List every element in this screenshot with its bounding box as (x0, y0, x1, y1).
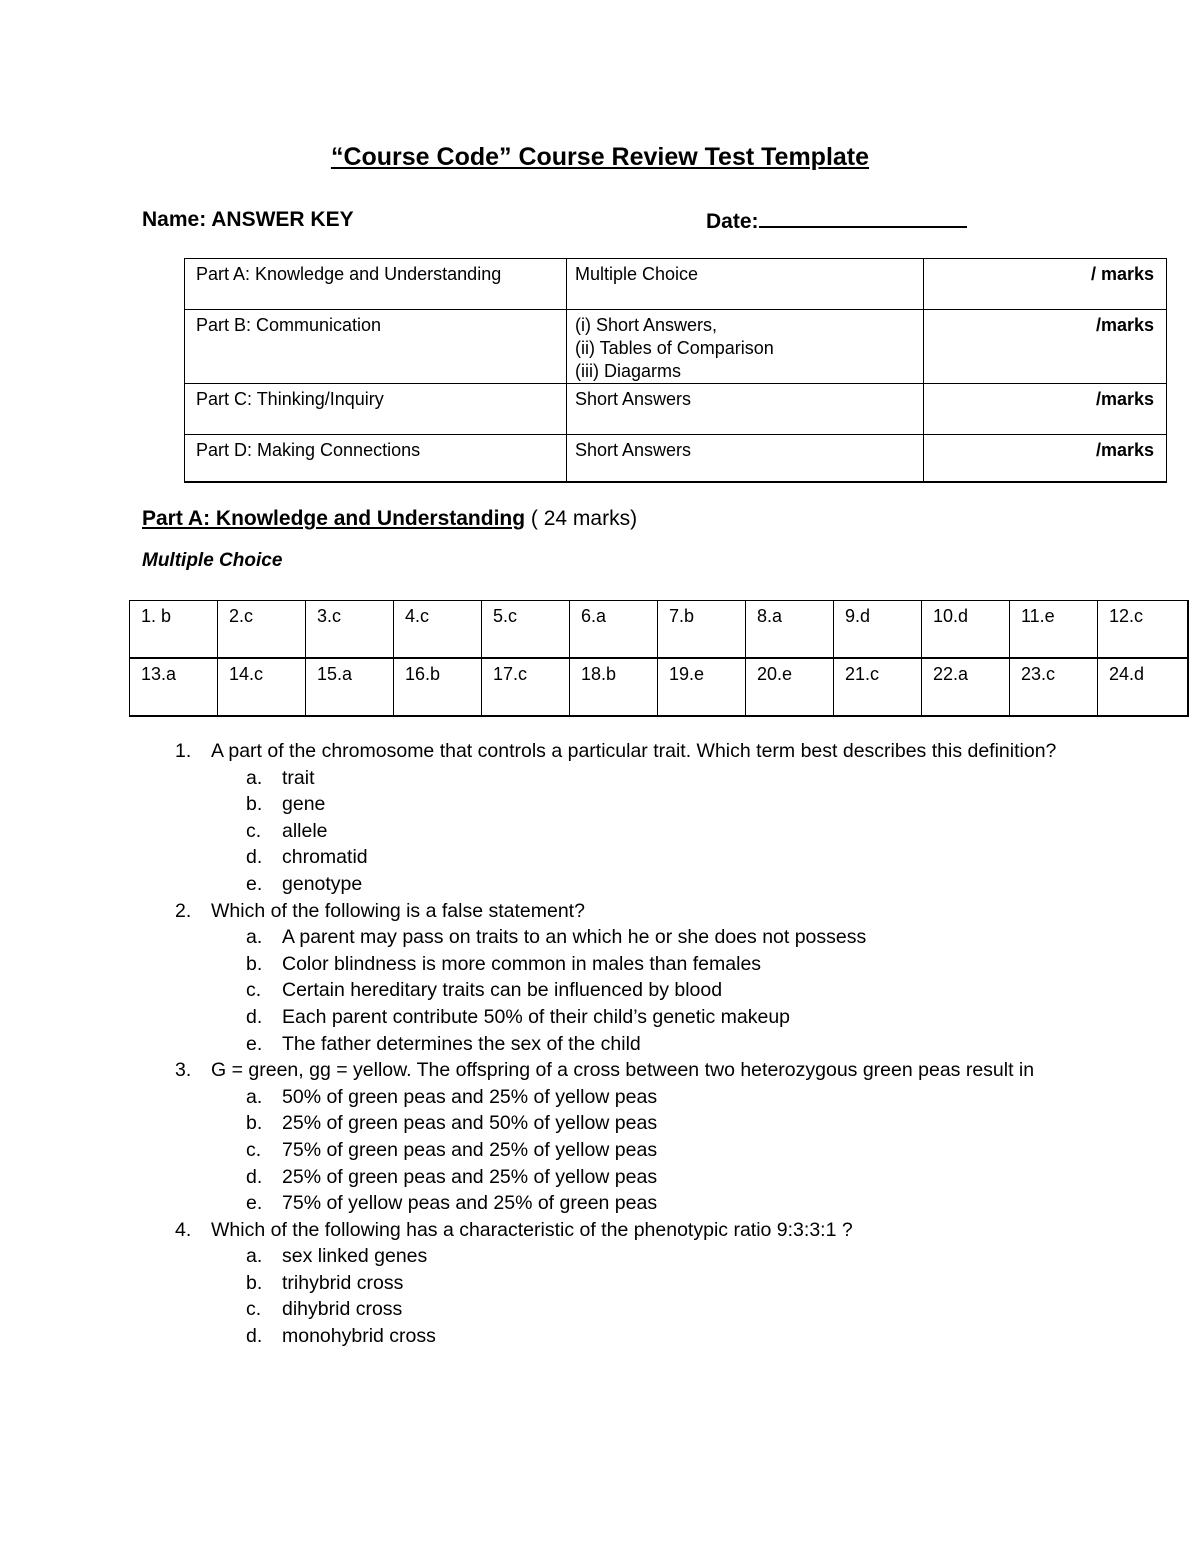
summary-type-line: Short Answers (575, 389, 692, 409)
summary-row (185, 259, 1167, 310)
answer-row (130, 658, 1189, 716)
answer-option (246, 818, 1075, 845)
answer-option (246, 977, 1075, 1004)
summary-part-cell: Part A: Knowledge and Understanding (185, 259, 567, 310)
part-a-marks: ( 24 marks) (525, 507, 638, 530)
summary-type-cell (567, 310, 924, 384)
summary-part-cell: Part D: Making Connections (185, 435, 567, 483)
option-letter: c. (246, 1138, 262, 1161)
summary-marks-cell: /marks (924, 435, 1167, 483)
option-letter: b. (246, 1112, 263, 1135)
option-letter: b. (246, 793, 263, 816)
option-letter: c. (246, 979, 262, 1002)
answer-option (246, 1164, 1075, 1191)
option-text: allele (282, 819, 328, 842)
answer-option (246, 1084, 1075, 1111)
summary-part-cell: Part B: Communication (185, 310, 567, 384)
option-letter: c. (246, 1298, 262, 1321)
option-letter: b. (246, 952, 263, 975)
date-label: Date: (706, 210, 759, 233)
option-letter: e. (246, 1192, 263, 1215)
question-number: 1. (175, 740, 192, 762)
answer-cell: 11.e (1010, 601, 1098, 659)
option-text: Certain hereditary traits can be influenced by blood (282, 979, 723, 1002)
option-text: gene (282, 793, 326, 816)
question-item (175, 738, 1075, 898)
answer-key-table (129, 600, 1189, 717)
option-letter: e. (246, 1032, 263, 1055)
date-field (706, 208, 967, 234)
name-label: Name: ANSWER KEY (142, 208, 354, 231)
option-text: trait (282, 766, 315, 789)
question-item (175, 1217, 1075, 1350)
answer-option (246, 765, 1075, 792)
option-text: genotype (282, 872, 363, 895)
answer-cell: 24.d (1098, 658, 1189, 716)
answer-cell: 22.a (922, 658, 1010, 716)
answer-option (246, 924, 1075, 951)
question-number: 2. (175, 899, 192, 922)
option-letter: e. (246, 872, 263, 895)
answer-cell: 4.c (394, 601, 482, 659)
question-text: G = green, gg = yellow. The offspring of a cross between two heterozygous green peas result in (211, 1059, 1035, 1082)
answer-cell: 7.b (658, 601, 746, 659)
answer-cell: 20.e (746, 658, 834, 716)
question-list (175, 738, 1075, 1350)
summary-type-line: (ii) Tables of Comparison (575, 338, 774, 358)
answer-cell: 15.a (306, 658, 394, 716)
summary-type-cell (567, 259, 924, 310)
option-text: 25% of green peas and 25% of yellow peas (282, 1165, 658, 1188)
summary-type-cell (567, 384, 924, 435)
summary-type-line: Short Answers (575, 440, 692, 460)
question-item (175, 898, 1075, 1058)
date-blank-line (759, 208, 967, 228)
multiple-choice-subheading: Multiple Choice (142, 550, 283, 571)
summary-part-cell: Part C: Thinking/Inquiry (185, 384, 567, 435)
option-text: 75% of yellow peas and 25% of green peas (282, 1192, 658, 1215)
answer-cell: 5.c (482, 601, 570, 659)
answer-option (246, 871, 1075, 898)
summary-marks-cell: / marks (924, 259, 1167, 310)
answer-option (246, 1190, 1075, 1217)
summary-type-cell (567, 435, 924, 483)
answer-option (246, 1110, 1075, 1137)
option-text: Each parent contribute 50% of their child’s genetic makeup (282, 1005, 791, 1028)
answer-cell: 9.d (834, 601, 922, 659)
answer-cell: 12.c (1098, 601, 1189, 659)
option-text: 75% of green peas and 25% of yellow peas (282, 1138, 658, 1161)
summary-type-line: (i) Short Answers, (575, 315, 718, 335)
answer-cell: 8.a (746, 601, 834, 659)
answer-cell: 3.c (306, 601, 394, 659)
option-text: The father determines the sex of the child (282, 1032, 641, 1055)
summary-marks-cell: /marks (924, 384, 1167, 435)
answer-option (246, 951, 1075, 978)
question-line (175, 1057, 1075, 1084)
option-letter: d. (246, 846, 263, 869)
option-text: dihybrid cross (282, 1298, 403, 1321)
answer-cell: 10.d (922, 601, 1010, 659)
option-letter: a. (246, 766, 263, 789)
option-text: trihybrid cross (282, 1271, 404, 1294)
part-a-heading-line (142, 507, 637, 531)
answer-option (246, 1243, 1075, 1270)
answer-option (246, 791, 1075, 818)
option-letter: b. (246, 1271, 263, 1294)
question-text: Which of the following is a false statement? (211, 899, 585, 922)
answer-cell: 2.c (218, 601, 306, 659)
marks-summary-table (184, 258, 1167, 483)
answer-option (246, 844, 1075, 871)
part-a-heading: Part A: Knowledge and Understanding (142, 507, 526, 530)
answer-row (130, 601, 1189, 659)
answer-cell: 16.b (394, 658, 482, 716)
answer-option (246, 1296, 1075, 1323)
question-number: 4. (175, 1218, 192, 1241)
option-text: 25% of green peas and 50% of yellow peas (282, 1112, 658, 1135)
question-line (175, 898, 1075, 925)
option-letter: d. (246, 1165, 263, 1188)
answer-option (246, 1004, 1075, 1031)
summary-type-line: Multiple Choice (575, 264, 699, 284)
answer-cell: 23.c (1010, 658, 1098, 716)
question-line (175, 1217, 1075, 1244)
answer-option (246, 1137, 1075, 1164)
option-text: chromatid (282, 846, 368, 869)
option-text: 50% of green peas and 25% of yellow peas (282, 1085, 658, 1108)
option-letter: a. (246, 1085, 263, 1108)
option-text: sex linked genes (282, 1245, 428, 1268)
answer-cell: 6.a (570, 601, 658, 659)
answer-option (246, 1270, 1075, 1297)
answer-cell: 18.b (570, 658, 658, 716)
answer-cell: 13.a (130, 658, 218, 716)
option-text: A parent may pass on traits to an which he or she does not possess (282, 926, 867, 949)
option-text: monohybrid cross (282, 1325, 436, 1348)
question-text: Which of the following has a characteristic of the phenotypic ratio 9:3:3:1 ? (211, 1218, 853, 1241)
summary-row (185, 310, 1167, 384)
page-title: “Course Code” Course Review Test Template (330, 143, 870, 171)
option-letter: d. (246, 1005, 263, 1028)
option-letter: a. (246, 1245, 263, 1268)
summary-marks-cell: /marks (924, 310, 1167, 384)
summary-type-line: (iii) Diagarms (575, 361, 682, 381)
summary-row (185, 435, 1167, 483)
option-letter: a. (246, 926, 263, 949)
answer-cell: 19.e (658, 658, 746, 716)
question-number: 3. (175, 1059, 192, 1082)
summary-row (185, 384, 1167, 435)
option-text: Color blindness is more common in males than females (282, 952, 762, 975)
question-line (175, 738, 1075, 765)
question-text: A part of the chromosome that controls a particular trait. Which term best describes this definition? (211, 740, 1057, 762)
answer-cell: 1. b (130, 601, 218, 659)
option-letter: c. (246, 819, 262, 842)
answer-cell: 17.c (482, 658, 570, 716)
answer-cell: 14.c (218, 658, 306, 716)
answer-option (246, 1031, 1075, 1058)
answer-cell: 21.c (834, 658, 922, 716)
answer-option (246, 1323, 1075, 1350)
question-item (175, 1057, 1075, 1217)
option-letter: d. (246, 1325, 263, 1348)
